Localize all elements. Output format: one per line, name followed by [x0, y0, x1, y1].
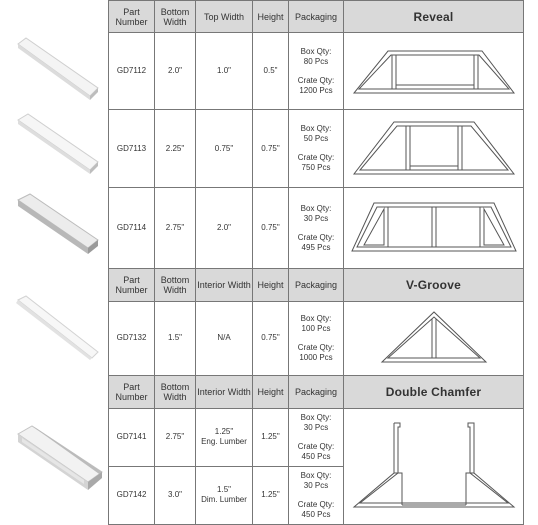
- reveal-profile-drawing-gd7113: [348, 116, 520, 182]
- table-row: [109, 301, 524, 375]
- interior-width-note: Eng. Lumber: [201, 437, 247, 447]
- bottom-width: 2.0": [155, 33, 196, 110]
- box-qty: 50 Pcs: [303, 134, 329, 144]
- table-row: [109, 110, 524, 188]
- col-top-width: Top Width: [196, 1, 253, 33]
- profile-drawing-cell: [344, 110, 524, 188]
- interior-width: N/A: [196, 301, 253, 375]
- packaging: [289, 408, 344, 466]
- box-qty: 30 Pcs: [303, 213, 329, 223]
- crate-qty-label: Crate Qty:: [297, 75, 335, 85]
- profile-drawing-cell: [344, 33, 524, 110]
- box-qty: 30 Pcs: [303, 480, 329, 490]
- profile-drawing-cell: [344, 188, 524, 269]
- crate-qty-label: Crate Qty:: [297, 499, 335, 509]
- height: 0.75": [253, 110, 289, 188]
- reveal-trim-photo-3: [14, 192, 100, 256]
- top-width: 2.0": [196, 188, 253, 269]
- section-title-vgroove: V-Groove: [344, 269, 524, 301]
- crate-qty: 1200 Pcs: [299, 85, 333, 95]
- box-qty-label: Box Qty:: [300, 412, 332, 422]
- col-height: Height: [253, 269, 289, 301]
- col-part-number: Part Number: [109, 375, 155, 408]
- interior-width-value: 1.25": [214, 427, 234, 437]
- reveal-profile-drawing-gd7114: [348, 197, 520, 259]
- vgroove-header-row: [109, 269, 524, 301]
- table-row: [109, 408, 524, 466]
- box-qty-label: Box Qty:: [300, 46, 332, 56]
- vgroove-profile-drawing-gd7132: [348, 306, 520, 370]
- interior-width: [196, 466, 253, 524]
- part-number: GD7132: [109, 301, 155, 375]
- interior-width-value: 1.5": [217, 485, 231, 495]
- crate-qty-label: Crate Qty:: [297, 342, 335, 352]
- reveal-trim-photo-2: [14, 110, 100, 176]
- height: 1.25": [253, 466, 289, 524]
- reveal-header-row: [109, 1, 524, 33]
- box-qty: 30 Pcs: [303, 422, 329, 432]
- crate-qty: 450 Pcs: [301, 451, 331, 461]
- crate-qty: 750 Pcs: [301, 163, 331, 173]
- part-number: GD7114: [109, 188, 155, 269]
- col-interior-width: Interior Width: [196, 269, 253, 301]
- box-qty-label: Box Qty:: [300, 203, 332, 213]
- box-qty-label: Box Qty:: [300, 470, 332, 480]
- col-packaging: Packaging: [289, 375, 344, 408]
- col-interior-width: Interior Width: [196, 375, 253, 408]
- interior-width: [196, 408, 253, 466]
- reveal-profile-drawing-gd7112: [348, 43, 520, 99]
- top-width: 1.0": [196, 33, 253, 110]
- crate-qty-label: Crate Qty:: [297, 232, 335, 242]
- section-title-reveal: Reveal: [344, 1, 524, 33]
- box-qty: 80 Pcs: [303, 56, 329, 66]
- part-number: GD7113: [109, 110, 155, 188]
- bottom-width: 2.25": [155, 110, 196, 188]
- part-number: GD7141: [109, 408, 155, 466]
- table-row: [109, 33, 524, 110]
- bottom-width: 1.5": [155, 301, 196, 375]
- bottom-width: 3.0": [155, 466, 196, 524]
- col-height: Height: [253, 1, 289, 33]
- table-row: [109, 188, 524, 269]
- double-chamfer-profile-drawing: [348, 417, 520, 515]
- chamfer-trim-photo: [14, 424, 104, 496]
- col-part-number: Part Number: [109, 269, 155, 301]
- height: 0.5": [253, 33, 289, 110]
- col-packaging: Packaging: [289, 1, 344, 33]
- packaging: [289, 188, 344, 269]
- profile-drawing-cell: [344, 301, 524, 375]
- box-qty-label: Box Qty:: [300, 313, 332, 323]
- packaging: [289, 110, 344, 188]
- top-width: 0.75": [196, 110, 253, 188]
- packaging: [289, 466, 344, 524]
- box-qty-label: Box Qty:: [300, 124, 332, 134]
- height: 0.75": [253, 301, 289, 375]
- profile-drawing-cell: [344, 408, 524, 524]
- part-number: GD7142: [109, 466, 155, 524]
- crate-qty: 495 Pcs: [301, 242, 331, 252]
- height: 0.75": [253, 188, 289, 269]
- bottom-width: 2.75": [155, 408, 196, 466]
- vgroove-trim-photo: [14, 294, 100, 362]
- packaging: [289, 301, 344, 375]
- bottom-width: 2.75": [155, 188, 196, 269]
- crate-qty-label: Crate Qty:: [297, 441, 335, 451]
- col-bottom-width: Bottom Width: [155, 269, 196, 301]
- part-number: GD7112: [109, 33, 155, 110]
- chamfer-header-row: [109, 375, 524, 408]
- reveal-trim-photo-1: [14, 36, 100, 102]
- crate-qty: 450 Pcs: [301, 509, 331, 519]
- col-part-number: Part Number: [109, 1, 155, 33]
- trim-spec-table: [108, 0, 524, 525]
- interior-width-note: Dim. Lumber: [201, 495, 247, 505]
- col-bottom-width: Bottom Width: [155, 375, 196, 408]
- col-packaging: Packaging: [289, 269, 344, 301]
- box-qty: 100 Pcs: [301, 323, 331, 333]
- product-photos: [0, 0, 108, 525]
- col-height: Height: [253, 375, 289, 408]
- height: 1.25": [253, 408, 289, 466]
- col-bottom-width: Bottom Width: [155, 1, 196, 33]
- section-title-double-chamfer: Double Chamfer: [344, 375, 524, 408]
- crate-qty: 1000 Pcs: [299, 352, 333, 362]
- crate-qty-label: Crate Qty:: [297, 153, 335, 163]
- packaging: [289, 33, 344, 110]
